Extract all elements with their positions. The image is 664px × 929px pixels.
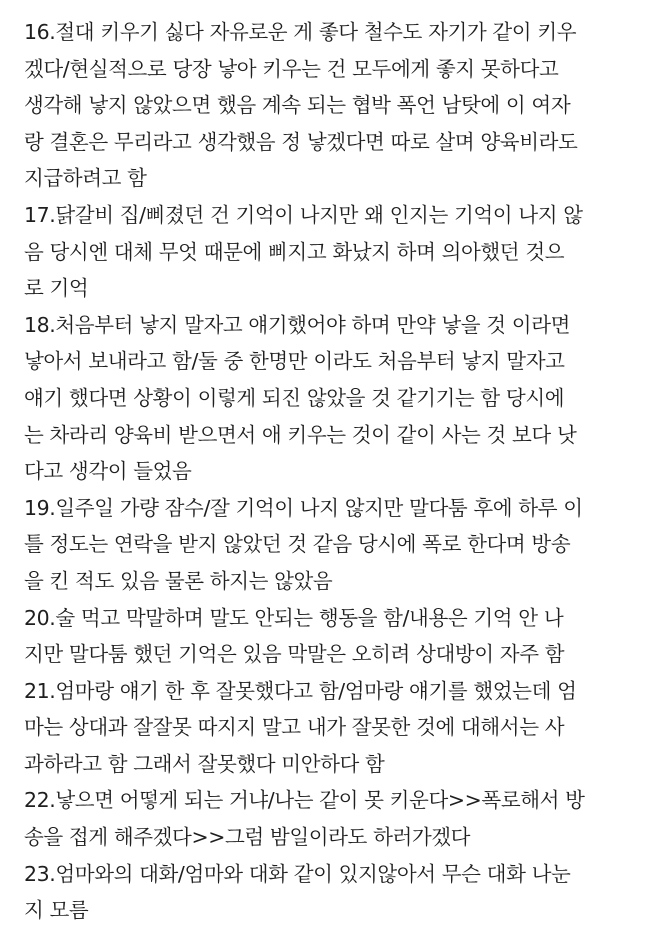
text-line: 20.술 먹고 막말하며 말도 안되는 행동을 함/내용은 기억 안 나 [24, 605, 564, 630]
text-line: 과하라고 함 그래서 잘못했다 미안하다 함 [24, 751, 385, 776]
text-line: 음 당시엔 대체 무엇 때문에 삐지고 화났지 하며 의아했던 것으 [24, 239, 565, 264]
text-line: 얘기 했다면 상황이 이렇게 되진 않았을 것 같기기는 함 당시에 [24, 385, 565, 410]
text-line: 23.엄마와의 대화/엄마와 대화 같이 있지않아서 무슨 대화 나눈 [24, 861, 571, 886]
text-line: 18.처음부터 낳지 말자고 얘기했어야 하며 만약 낳을 것 이라면 [24, 312, 571, 337]
text-line: 지만 말다툼 했던 기억은 있음 막말은 오히려 상대방이 자주 함 [24, 642, 565, 667]
text-line: 지급하려고 함 [24, 166, 147, 191]
text-line: 생각해 낳지 않았으면 했음 계속 되는 협박 폭언 남탓에 이 여자 [24, 93, 571, 118]
text-line: 16.절대 키우기 싫다 자유로운 게 좋다 철수도 자기가 같이 키우 [24, 20, 577, 44]
text-line: 17.닭갈비 집/삐졌던 건 기억이 나지만 왜 인지는 기억이 나지 않 [24, 202, 583, 227]
text-line: 랑 결혼은 무리라고 생각했음 정 낳겠다면 따로 살며 양육비라도 [24, 129, 578, 154]
text-line: 로 기억 [24, 276, 89, 301]
text-line: 마는 상대과 잘잘못 따지지 말고 내가 잘못한 것에 대해서는 사 [24, 715, 565, 740]
text-line: 22.낳으면 어떻게 되는 거냐/나는 같이 못 키운다>>폭로해서 방 [24, 788, 585, 813]
text-line: 틀 정도는 연락을 받지 않았던 것 같음 당시에 폭로 한다며 방송 [24, 532, 571, 557]
text-line: 다고 생각이 들었음 [24, 459, 192, 484]
text-line: 송을 접게 해주겠다>>그럼 밤일이라도 하러가겠다 [24, 825, 471, 850]
text-line: 19.일주일 가량 잠수/잘 기억이 나지 않지만 말다툼 후에 하루 이 [24, 495, 583, 520]
text-line: 21.엄마랑 얘기 한 후 잘못했다고 함/엄마랑 얘기를 했었는데 엄 [24, 678, 577, 703]
text-line: 는 차라리 양육비 받으면서 애 키우는 것이 같이 사는 것 보다 낫 [24, 422, 577, 447]
text-line: 낳아서 보내라고 함/둘 중 한명만 이라도 처음부터 낳지 말자고 [24, 349, 565, 374]
text-line: 지 모름 [24, 898, 89, 923]
text-line: 겠다/현실적으로 당장 낳아 키우는 건 모두에게 좋지 못하다고 [24, 56, 559, 81]
text-line: 을 킨 적도 있음 물론 하지는 않았음 [24, 568, 333, 593]
